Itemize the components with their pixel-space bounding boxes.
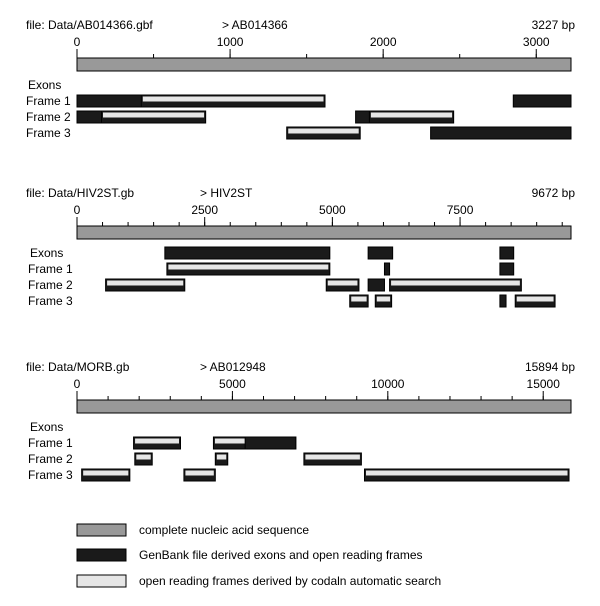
row-label-exons: Exons — [28, 78, 62, 92]
codaln-orf-bar-fill — [366, 471, 568, 476]
codaln-orf-bar-fill — [217, 455, 226, 460]
axis-tick-label: 2000 — [369, 35, 397, 49]
row-label-frame-2: Frame 2 — [28, 452, 73, 466]
codaln-orf-bar-fill — [103, 113, 204, 118]
codaln-orf-bar — [167, 263, 330, 275]
codaln-orf-bar — [364, 469, 569, 481]
legend-item-genbank — [77, 548, 423, 562]
file-name: file: Data/HIV2ST.gb — [26, 186, 135, 200]
axis-tick-label: 5000 — [319, 203, 346, 217]
genbank-orf-bar — [431, 127, 571, 139]
axis-tick-label: 7500 — [446, 203, 474, 217]
complete-sequence-bar — [77, 226, 571, 239]
codaln-orf-bar-fill — [83, 471, 128, 476]
codaln-orf-bar-fill — [136, 455, 150, 460]
legend-label: complete nucleic acid sequence — [139, 523, 310, 537]
axis-tick-label: 5000 — [219, 377, 246, 391]
row-label-frame-3: Frame 3 — [28, 468, 73, 482]
sequence-length: 3227 bp — [531, 18, 575, 32]
genbank-orf-bar — [368, 279, 384, 291]
codaln-orf-bar-fill — [143, 97, 324, 102]
legend-swatch-sequence — [77, 524, 126, 536]
row-label-frame-1: Frame 1 — [28, 262, 73, 276]
codaln-orf-bar — [106, 279, 185, 291]
codaln-orf-bar — [350, 295, 368, 307]
genbank-orf-bar — [368, 247, 393, 259]
codaln-orf-bar — [375, 295, 391, 307]
codaln-orf-bar — [82, 469, 130, 481]
legend-item-codaln — [77, 574, 441, 588]
sequence-panel — [26, 186, 575, 308]
genbank-orf-bar — [165, 247, 330, 259]
codaln-orf-bar-fill — [377, 297, 390, 302]
codaln-orf-bar — [184, 469, 215, 481]
codaln-orf-bar — [215, 453, 227, 465]
row-label-exons: Exons — [30, 420, 64, 434]
codaln-orf-bar — [135, 453, 152, 465]
axis-tick-label: 15000 — [526, 377, 560, 391]
codaln-orf-bar — [101, 111, 205, 123]
legend-label: GenBank file derived exons and open reading frames — [139, 548, 423, 562]
file-name: file: Data/AB014366.gbf — [26, 18, 153, 32]
codaln-orf-bar-fill — [371, 113, 452, 118]
legend-swatch-genbank — [77, 549, 126, 561]
row-label-frame-2: Frame 2 — [28, 278, 73, 292]
legend-swatch-codaln — [77, 575, 126, 587]
genbank-orf-bar — [245, 437, 296, 449]
codaln-orf-bar — [287, 127, 360, 139]
complete-sequence-bar — [77, 58, 571, 71]
row-label-frame-3: Frame 3 — [26, 126, 71, 140]
axis-tick-label: 10000 — [371, 377, 405, 391]
row-label-frame-2: Frame 2 — [26, 110, 71, 124]
genbank-orf-bar — [500, 295, 506, 307]
legend-item-sequence — [77, 523, 309, 537]
codaln-orf-bar — [304, 453, 361, 465]
row-label-frame-1: Frame 1 — [26, 94, 71, 108]
axis-tick-label: 0 — [73, 377, 81, 391]
codaln-orf-bar-fill — [107, 281, 183, 286]
axis-tick-label: 0 — [73, 35, 81, 49]
axis-tick-label: 0 — [73, 203, 81, 217]
row-label-frame-3: Frame 3 — [28, 294, 73, 308]
codaln-orf-bar-fill — [351, 297, 366, 302]
genbank-orf-bar — [513, 95, 571, 107]
legend-label: open reading frames derived by codaln automatic search — [139, 574, 442, 588]
sequence-panel — [26, 360, 575, 482]
sequence-length: 15894 bp — [524, 360, 575, 374]
codaln-orf-bar-fill — [185, 471, 213, 476]
codaln-orf-bar-fill — [135, 439, 179, 444]
sequence-length: 9672 bp — [531, 186, 575, 200]
codaln-orf-bar — [369, 111, 453, 123]
codaln-orf-bar-fill — [288, 129, 358, 134]
accession-id: > AB012948 — [200, 360, 266, 374]
codaln-orf-bar — [515, 295, 555, 307]
codaln-orf-bar-fill — [328, 281, 358, 286]
complete-sequence-bar — [77, 400, 571, 413]
row-label-frame-1: Frame 1 — [28, 436, 73, 450]
codaln-orf-bar — [326, 279, 359, 291]
accession-id: > HIV2ST — [200, 186, 253, 200]
axis-tick-label: 1000 — [216, 35, 244, 49]
sequence-panel — [26, 18, 575, 140]
codaln-orf-bar — [141, 95, 325, 107]
row-label-exons: Exons — [30, 246, 64, 260]
accession-id: > AB014366 — [222, 18, 288, 32]
axis-tick-label: 3000 — [522, 35, 550, 49]
genbank-orf-bar — [384, 263, 389, 275]
file-name: file: Data/MORB.gb — [26, 360, 130, 374]
axis-tick-label: 2500 — [191, 203, 219, 217]
codaln-orf-bar-fill — [517, 297, 554, 302]
codaln-orf-bar — [390, 279, 522, 291]
codaln-orf-bar-fill — [391, 281, 520, 286]
genbank-orf-bar — [500, 263, 514, 275]
codaln-orf-bar — [134, 437, 181, 449]
codaln-orf-bar-fill — [168, 265, 328, 270]
genbank-orf-bar — [500, 247, 514, 259]
codaln-orf-bar-fill — [305, 455, 359, 460]
